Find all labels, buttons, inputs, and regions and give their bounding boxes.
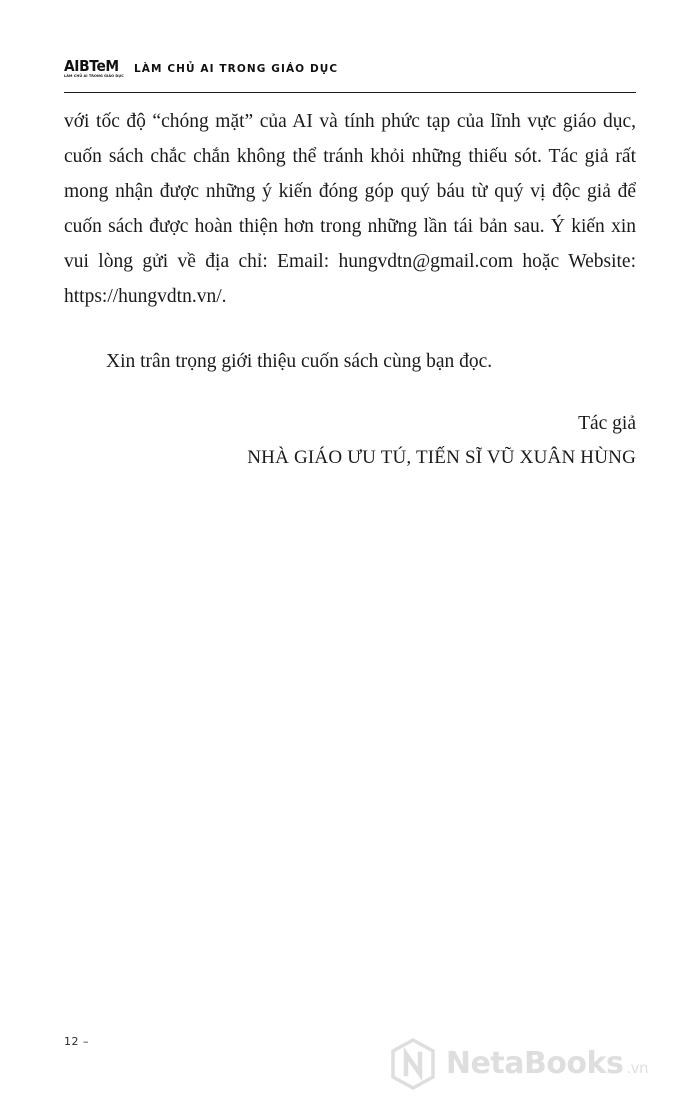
aibtem-logo [64, 56, 124, 79]
header-title: LÀM CHỦ AI TRONG GIÁO DỤC [134, 63, 339, 75]
paragraph-closing-note: với tốc độ “chóng mặt” của AI và tính phức tạp của lĩnh vực giáo dục, cuốn sách chắc chắn không thể tránh khỏi những thiếu sót. Tác giả rất mong nhận được những ý kiến đóng góp quý báu từ quý vị độc giả để cuốn sách được hoàn thiện hơn trong những lần tái bản sau. Ý kiến xin vui lòng gửi về địa chỉ: Email: hungvdtn@gmail.com hoặc Website: https://hungvdtn.vn/. [64, 111, 636, 307]
signature-role: Tác giả [578, 413, 636, 434]
watermark-name: NetaBooks [445, 1046, 624, 1081]
logo-wordmark: AIBTeM [64, 56, 119, 75]
watermark-suffix: .vn [626, 1059, 648, 1077]
page-number: 12 – [64, 1035, 89, 1048]
watermark-label [445, 1046, 648, 1081]
paragraph-introduction: Xin trân trọng giới thiệu cuốn sách cùng bạn đọc. [106, 351, 493, 372]
page-content [64, 104, 636, 475]
hexagon-n-icon [390, 1038, 436, 1090]
page-footer [0, 1000, 700, 1120]
running-header [64, 52, 636, 86]
netabooks-watermark [390, 1038, 648, 1090]
signature-name: NHÀ GIÁO ƯU TÚ, TIẾN SĨ VŨ XUÂN HÙNG [247, 447, 636, 468]
header-divider [64, 92, 636, 93]
signature-block [64, 407, 636, 475]
logo-tagline: LÀM CHỦ AI TRONG GIÁO DỤC [64, 74, 124, 79]
